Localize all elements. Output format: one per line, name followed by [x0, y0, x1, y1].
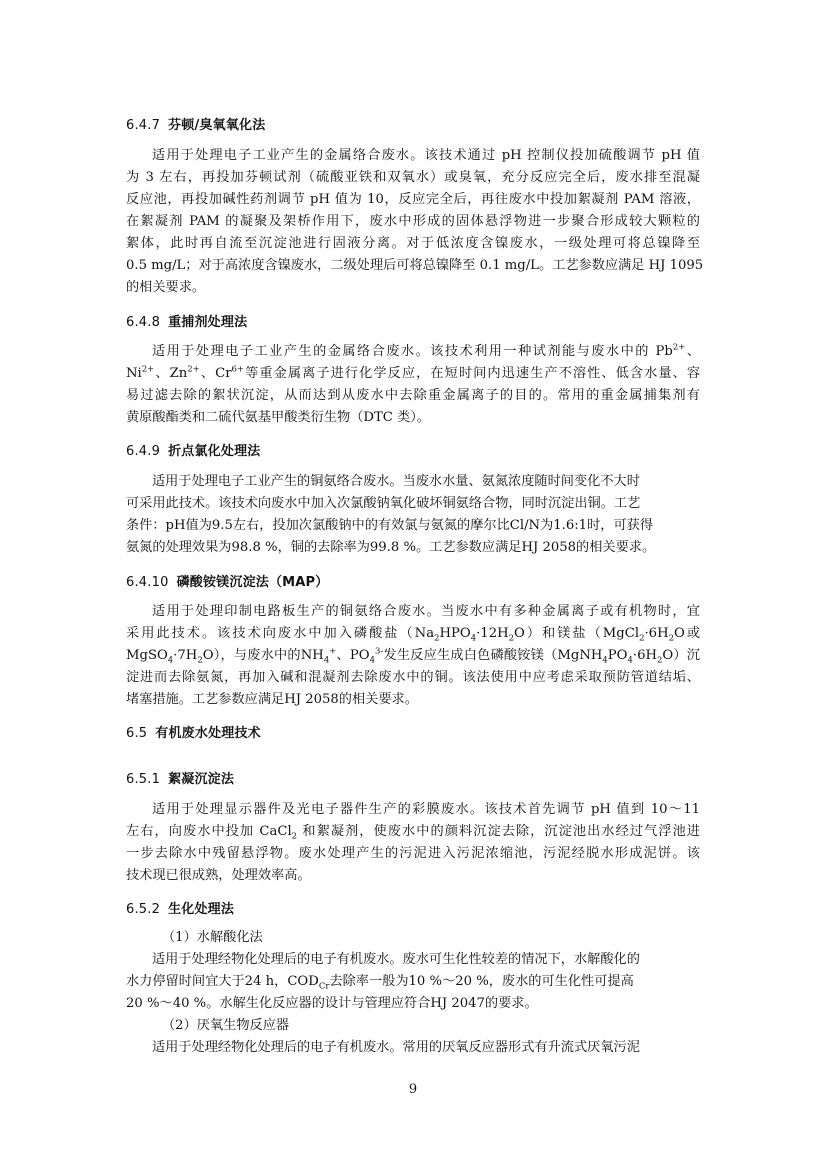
paragraph-line: $Ni^{2+}$、$Zn^{2+}$、$Cr^{6+}$等重金属离子进行化学反应，在短时间内迅速生产不溶性、低含水量、容: [126, 364, 701, 381]
paragraph-line: 氨氮的处理效果为98.8 %，铜的去除率为99.8 %。工艺参数应满足HJ 2058的相关要求。: [126, 540, 656, 555]
paragraph-line: 0.5 mg/L；对于高浓度含镍废水，二级处理后可将总镍降至 0.1 mg/L。工艺参数应满足 HJ 1095: [126, 258, 704, 273]
paragraph-line: 反应池，再投加碱性药剂调节 pH 值为 10，反应完全后，再往废水中投加絮凝剂 PAM 溶液，: [126, 192, 700, 207]
section-heading-6-4-7: 6.4.7 芬顿/臭氧氧化法: [126, 118, 266, 133]
paragraph-line: 适用于处理电子工业产生的金属络合废水。该技术通过 pH 控制仪投加硫酸调节 pH 值: [152, 148, 700, 163]
paragraph-line: 黄原酸酯类和二硫代氨基甲酸类衍生物（DTC 类）。: [126, 410, 430, 425]
paragraph-line: 条件：pH值为9.5左右，投加次氯酸钠中的有效氯与氨氮的摩尔比Cl/N为1.6:1时，可获得: [126, 518, 654, 533]
paragraph-line: 适用于处理电子工业产生的铜氨络合废水。当废水水量、氨氮浓度随时间变化不大时: [152, 474, 640, 489]
paragraph-line: 技术现已很成熟，处理效率高。: [126, 868, 311, 883]
section-heading-6-4-8: 6.4.8 重捕剂处理法: [126, 315, 248, 330]
subsection-label: （2）厌氧生物反应器: [162, 1018, 290, 1033]
paragraph-line: 的相关要求。: [126, 280, 206, 295]
paragraph-line: 堵塞措施。工艺参数应满足HJ 2058的相关要求。: [126, 692, 418, 707]
paragraph-line: 采用此技术。该技术向废水中加入磷酸盐$(Na_2HPO_4\cdot 12H_2O)$和镁盐（$MgCl_2\cdot 6H_2O$或: [126, 626, 701, 644]
paragraph-line: 水力停留时间宜大于24 h，$COD_{Cr}$去除率一般为10 %～20 %，废水的可生化性可提高: [126, 974, 634, 992]
section-heading-6-5-1: 6.5.1 絮凝沉淀法: [126, 772, 235, 787]
paragraph-line: $MgSO_4\cdot 7H_2O$），与废水中的$NH_4^+$、$PO_4^{3-}$发生反应生成白色磷酸铵镁$(MgNH_4PO_4\cdot 6H_2O)$沉: [126, 646, 700, 666]
section-heading-6-5: 6.5 有机废水处理技术: [126, 726, 261, 741]
paragraph-line: 易过滤去除的絮状沉淀，从而达到从废水中去除重金属离子的目的。常用的重金属捕集剂有: [126, 388, 700, 403]
paragraph-line: 适用于处理电子工业产生的金属络合废水。该技术利用一种试剂能与废水中的 $Pb^{2+}$、: [152, 342, 701, 359]
paragraph-line: 适用于处理经物化处理后的电子有机废水。废水可生化性较差的情况下，水解酸化的: [152, 952, 640, 967]
paragraph-line: 适用于处理印制电路板生产的铜氨络合废水。当废水中有多种金属离子或有机物时，宜: [152, 604, 700, 619]
subsection-label: （1）水解酸化法: [162, 930, 263, 945]
paragraph-line: 淀进而去除氨氮，再加入碱和混凝剂去除废水中的铜。该法使用中应考虑采取预防管道结垢、: [126, 670, 700, 685]
paragraph-line: 适用于处理经物化处理后的电子有机废水。常用的厌氧反应器形式有升流式厌氧污泥: [152, 1040, 640, 1055]
paragraph-line: 为 3 左右，再投加芬顿试剂（硫酸亚铁和双氧水）或臭氧，充分反应完全后，废水排至混凝: [126, 170, 700, 185]
section-heading-6-4-9: 6.4.9 折点氯化处理法: [126, 444, 261, 459]
paragraph-line: 适用于处理显示器件及光电子器件生产的彩膜废水。该技术首先调节 pH 值到 10～11: [152, 802, 700, 817]
page-number: 9: [408, 1082, 418, 1097]
paragraph-line: 一步去除水中残留悬浮物。废水处理产生的污泥进入污泥浓缩池，污泥经脱水形成泥饼。该: [126, 846, 700, 861]
paragraph-line: 在絮凝剂 PAM 的凝聚及架桥作用下，废水中形成的固体悬浮物进一步聚合形成较大颗粒的: [126, 214, 700, 229]
paragraph-line: 20 %～40 %。水解生化反应器的设计与管理应符合HJ 2047的要求。: [126, 996, 538, 1011]
paragraph-line: 絮体，此时再自流至沉淀池进行固液分离。对于低浓度含镍废水，一级处理可将总镍降至: [126, 236, 700, 251]
section-heading-6-4-10: 6.4.10 磷酸铵镁沉淀法（MAP）: [126, 575, 329, 590]
section-heading-6-5-2: 6.5.2 生化处理法: [126, 902, 235, 917]
paragraph-line: 左右，向废水中投加 CaCl$_2$ 和絮凝剂，使废水中的颜料沉淀去除，沉淀池出水经过气浮池进: [126, 824, 700, 842]
paragraph-line: 可采用此技术。该技术向废水中加入次氯酸钠氧化破坏铜氨络合物，同时沉淀出铜。工艺: [126, 496, 641, 511]
